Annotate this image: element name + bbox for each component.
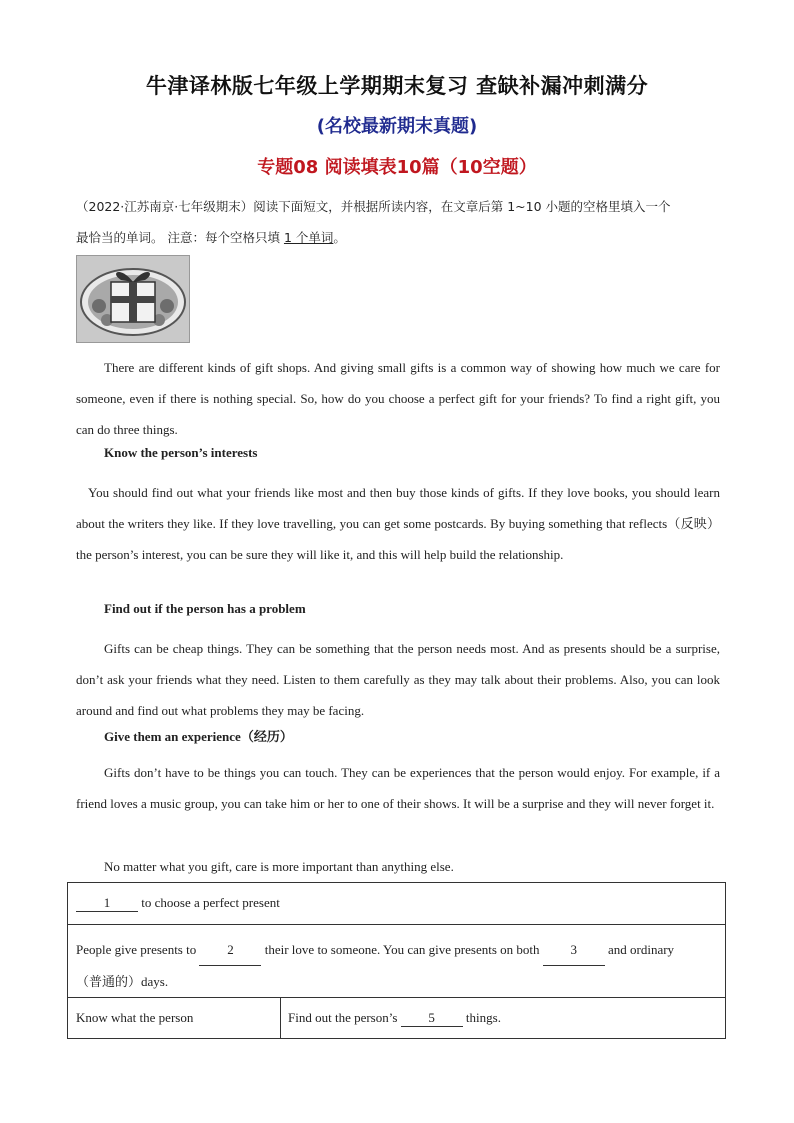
paragraph-3: Gifts can be cheap things. They can be something that the person needs most. And as presents should be a surprise, don’t ask your friends what they need. Listen to them carefully as they may talk about their problems. Also, you can look around and find out what problems they may be facing. bbox=[76, 641, 720, 718]
blank-1[interactable]: 1 bbox=[76, 895, 138, 912]
answer-table bbox=[67, 882, 726, 1039]
gift-box-illustration bbox=[77, 256, 189, 342]
section-heading-problem: Find out if the person has a problem bbox=[104, 601, 306, 616]
section-heading-experience: Give them an experience（经历） bbox=[104, 729, 293, 744]
instructions bbox=[76, 191, 720, 253]
table-row bbox=[68, 998, 725, 1039]
instructions-line-1: （2022·江苏南京·七年级期末）阅读下面短文，并根据所读内容，在文章后第 1~10 小题的空格里填入一个 bbox=[76, 199, 671, 214]
table-cell: Know what the person bbox=[76, 1010, 194, 1025]
section-heading-interests: Know the person’s interests bbox=[104, 445, 258, 460]
paragraph-1: There are different kinds of gift shops. And giving small gifts is a common way of showing how much we care for someone, even if there is nothing special. So, how do you choose a perfect gift for your friends? To find a right gift, you can do three things. bbox=[76, 360, 720, 437]
paragraph-5: No matter what you gift, care is more important than anything else. bbox=[104, 859, 454, 874]
blank-5[interactable]: 5 bbox=[401, 1010, 463, 1027]
page-title: 牛津译林版七年级上学期期末复习 查缺补漏冲刺满分 bbox=[145, 74, 649, 98]
page-subtitle: (名校最新期末真题) bbox=[316, 116, 478, 137]
table-row bbox=[68, 925, 725, 998]
column-divider bbox=[280, 998, 281, 1039]
instructions-line-2: 最恰当的单词。 注意：每个空格只填 1 个单词。 bbox=[76, 230, 346, 245]
paragraph-4: Gifts don’t have to be things you can touch. They can be experiences that the person would enjoy. For example, if a friend loves a music group, you can take him or her to one of their shows. It will be a surprise and they will never forget it. bbox=[76, 765, 720, 811]
table-cell: People give presents to 2 their love to someone. You can give presents on both 3 and ordinary （普通的）days. bbox=[76, 934, 718, 997]
blank-3[interactable]: 3 bbox=[543, 934, 605, 966]
table-row bbox=[68, 883, 725, 925]
table-cell: Find out the person’s 5 things. bbox=[288, 1010, 501, 1025]
topic-heading: 专题08 阅读填表10篇（10空题） bbox=[257, 157, 537, 178]
table-cell: 1 to choose a perfect present bbox=[76, 895, 280, 912]
underlined-note: 1 个单词 bbox=[283, 230, 334, 245]
gift-box-image bbox=[76, 255, 190, 343]
blank-2[interactable]: 2 bbox=[199, 934, 261, 966]
paragraph-2: You should find out what your friends like most and then buy those kinds of gifts. If they love books, you should learn about the writers they like. If they love travelling, you can get some postcards. By buying something that reflects（反映）the person’s interest, you can be sure they will like it, and this will help build the relationship. bbox=[76, 485, 720, 562]
